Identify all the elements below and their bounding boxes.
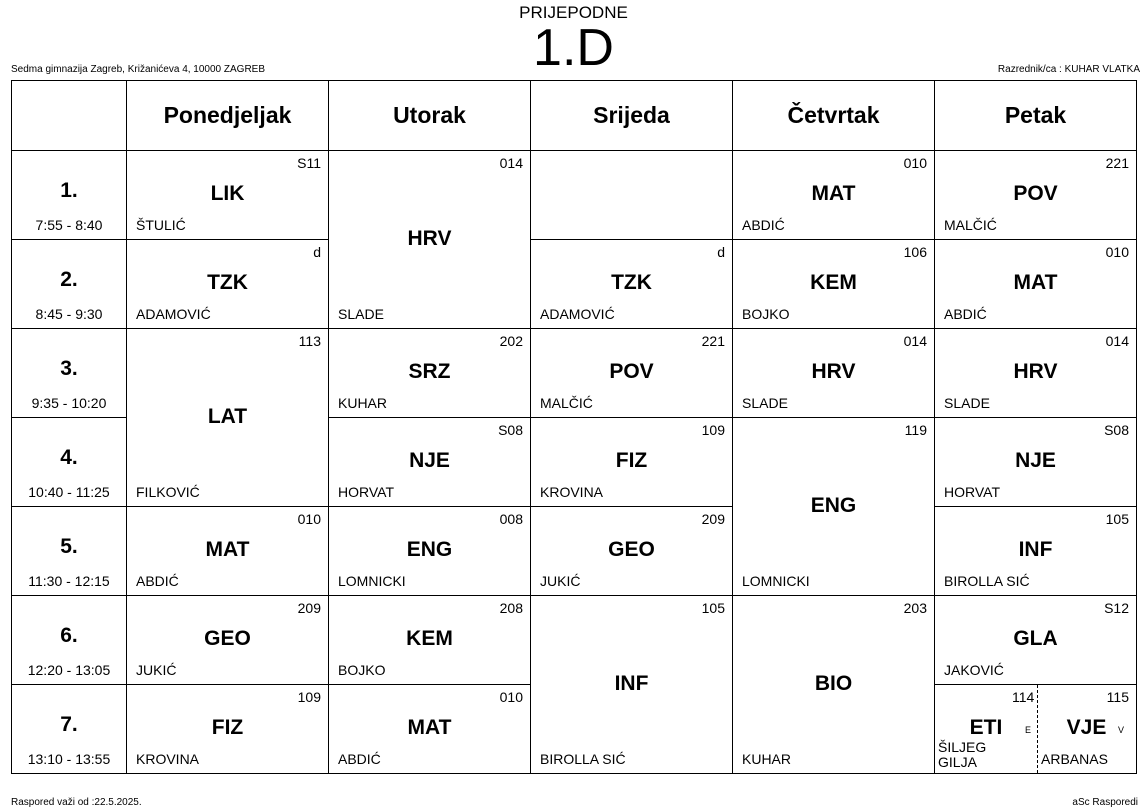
lesson-cell [934,595,1137,685]
teacher-name: ABDIĆ [944,306,987,322]
subject-code: MAT [407,716,452,739]
teacher-name: JAKOVIĆ [944,662,1004,678]
subject-code: INF [1018,538,1053,561]
lesson-cell [530,417,733,507]
subject-code: SRZ [408,360,451,383]
lesson-cell [934,506,1137,596]
room-number: 114 [1012,689,1035,705]
room-number: 106 [903,244,927,260]
teacher-name: SLADE [944,395,990,411]
day-header: Četvrtak [732,80,935,151]
class-teacher: Razrednik/ca : KUHAR VLATKA [997,64,1140,75]
room-number: 115 [1106,689,1129,705]
teacher-name: SLADE [742,395,788,411]
subject-code: POV [609,360,654,383]
period-time: 8:45 - 9:30 [35,306,103,322]
teacher-name: MALČIĆ [944,217,997,233]
group-label: E [1025,725,1032,735]
valid-from-note: Raspored važi od :22.5.2025. [11,797,142,808]
teacher-name: ABDIĆ [742,217,785,233]
period-time: 9:35 - 10:20 [31,395,107,411]
subject-code: LIK [210,182,245,205]
period-number: 6. [60,624,78,647]
lesson-cell [732,595,935,774]
lesson-cell [530,506,733,596]
room-number: 014 [499,155,523,171]
lesson-cell [530,239,733,329]
lesson-cell [126,239,329,329]
period-number: 1. [60,179,78,202]
teacher-name: ABDIĆ [338,751,381,767]
lesson-cell [732,328,935,418]
room-number: 008 [499,511,523,527]
teacher-name: LOMNICKI [742,573,810,589]
period-number: 7. [60,713,78,736]
room-number: 010 [1105,244,1129,260]
teacher-name: LOMNICKI [338,573,406,589]
lesson-cell [530,150,733,240]
room-number: 202 [499,333,523,349]
room-number: 208 [499,600,523,616]
teacher-name: ŠILJEG GILJA [938,739,987,770]
split-lesson-cell [934,684,1137,774]
period-cell [11,684,127,774]
room-number: 209 [701,511,725,527]
day-header: Srijeda [530,80,733,151]
corner-cell [11,80,127,151]
lesson-cell [530,328,733,418]
room-number: S08 [498,422,523,438]
lesson-cell [328,684,531,774]
subject-code: ENG [406,538,453,561]
lesson-cell [126,506,329,596]
subject-code: TZK [207,271,248,294]
teacher-name: HORVAT [338,484,395,500]
teacher-name: KROVINA [540,484,604,500]
period-number: 3. [60,357,78,380]
teacher-name: KUHAR [338,395,388,411]
subject-code: KEM [406,627,453,650]
room-number: S12 [1104,600,1129,616]
period-cell [11,417,127,507]
lesson-cell [126,595,329,685]
day-header: Petak [934,80,1137,151]
subject-code: POV [1013,182,1058,205]
subject-code: VJE [1066,716,1107,739]
brand-label: aSc Rasporedi [1072,797,1138,808]
teacher-name: ABDIĆ [136,573,179,589]
lesson-cell [328,150,531,329]
period-cell [11,328,127,418]
room-number: 221 [1105,155,1129,171]
subject-code: BIO [814,672,853,695]
subject-code: HRV [1013,360,1058,383]
class-title: 1.D [533,19,614,77]
subject-code: GEO [204,627,251,650]
period-number: 2. [60,268,78,291]
lesson-cell [530,595,733,774]
room-number: 014 [1105,333,1129,349]
subject-code: ENG [810,494,857,517]
subject-code: FIZ [615,449,648,472]
room-number: 109 [701,422,725,438]
teacher-name: JUKIĆ [136,662,177,678]
period-number: 5. [60,535,78,558]
subject-code: ETI [969,716,1003,739]
lesson-cell [328,328,531,418]
subject-code: HRV [811,360,856,383]
period-cell [11,595,127,685]
teacher-name: JUKIĆ [540,573,581,589]
teacher-name: BIROLLA SIĆ [540,751,626,767]
subject-code: INF [614,672,649,695]
room-number: 014 [903,333,927,349]
teacher-name: ŠTULIĆ [136,217,186,233]
room-number: d [313,244,321,260]
period-time: 11:30 - 12:15 [28,573,110,589]
teacher-name: KROVINA [136,751,200,767]
period-cell [11,506,127,596]
subject-code: NJE [409,449,450,472]
school-address: Sedma gimnazija Zagreb, Križanićeva 4, 10000 ZAGREB [11,64,266,75]
lesson-cell [328,595,531,685]
room-number: 221 [701,333,725,349]
subject-code: MAT [205,538,250,561]
teacher-name: HORVAT [944,484,1001,500]
subject-code: LAT [207,405,248,428]
room-number: S08 [1104,422,1129,438]
subject-code: TZK [611,271,652,294]
subject-code: KEM [810,271,857,294]
day-header: Ponedjeljak [126,80,329,151]
teacher-name: ADAMOVIĆ [136,306,211,322]
subject-code: HRV [407,227,452,250]
room-number: 209 [297,600,321,616]
teacher-name: SLADE [338,306,384,322]
period-time: 13:10 - 13:55 [27,751,111,767]
lesson-cell [732,417,935,596]
period-time: 10:40 - 11:25 [28,484,110,500]
lesson-cell [934,328,1137,418]
room-number: d [717,244,725,260]
room-number: 105 [1105,511,1129,527]
period-time: 12:20 - 13:05 [27,662,111,678]
lesson-cell [934,417,1137,507]
teacher-name: KUHAR [742,751,792,767]
session-label: PRIJEPODNE [519,3,628,22]
period-number: 4. [60,446,78,469]
teacher-name: MALČIĆ [540,395,593,411]
lesson-cell [732,150,935,240]
room-number: 119 [904,422,927,438]
teacher-name: ARBANAS [1041,751,1108,767]
teacher-name: BIROLLA SIĆ [944,573,1030,589]
room-number: S11 [297,155,321,171]
room-number: 105 [701,600,725,616]
teacher-name: ADAMOVIĆ [540,306,615,322]
subject-code: MAT [811,182,856,205]
teacher-name: BOJKO [742,306,790,322]
subject-code: MAT [1013,271,1058,294]
room-number: 010 [903,155,927,171]
room-number: 010 [499,689,523,705]
subject-code: GEO [608,538,655,561]
teacher-name: FILKOVIĆ [136,484,200,500]
subject-code: NJE [1015,449,1056,472]
period-cell [11,150,127,240]
lesson-cell [126,150,329,240]
lesson-cell [328,506,531,596]
room-number: 203 [903,600,927,616]
lesson-cell [126,328,329,507]
lesson-cell [328,417,531,507]
group-label: V [1117,725,1124,735]
subject-code: FIZ [211,716,244,739]
room-number: 113 [298,333,321,349]
room-number: 010 [297,511,321,527]
period-time: 7:55 - 8:40 [35,217,103,233]
lesson-cell [732,239,935,329]
lesson-cell [126,684,329,774]
day-header: Utorak [328,80,531,151]
period-cell [11,239,127,329]
lesson-cell [934,150,1137,240]
lesson-cell [934,239,1137,329]
subject-code: GLA [1013,627,1058,650]
room-number: 109 [297,689,321,705]
teacher-name: BOJKO [338,662,386,678]
